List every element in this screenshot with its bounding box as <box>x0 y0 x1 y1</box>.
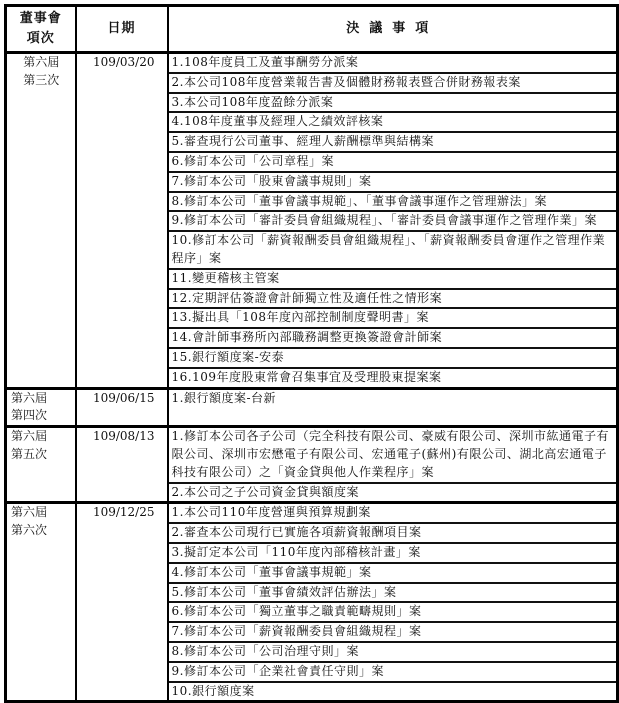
header-resolutions: 決議事項 <box>168 6 618 53</box>
term: 第六屆 <box>11 429 48 444</box>
session-cell <box>6 53 76 389</box>
header-row <box>6 6 618 53</box>
header-date: 日期 <box>76 6 168 53</box>
resolution-item: 13.擬出具「108年度內部控制制度聲明書」案 <box>168 308 618 328</box>
term: 第六屆 <box>23 55 60 69</box>
resolution-item: 11.變更稽核主管案 <box>168 269 618 289</box>
resolution-item: 10.銀行額度案 <box>168 682 618 702</box>
resolution-item: 2.審查本公司現行已實施各項薪資報酬項目案 <box>168 523 618 543</box>
resolution-item: 1.108年度員工及董事酬勞分派案 <box>168 53 618 73</box>
session: 第四次 <box>11 408 48 423</box>
session: 第三次 <box>23 72 60 87</box>
resolution-item: 3.擬訂定本公司「110年度內部稽核計畫」案 <box>168 543 618 563</box>
resolution-item: 2.本公司之子公司資金貸與額度案 <box>168 483 618 503</box>
date-cell: 109/12/25 <box>76 503 168 702</box>
term: 第六屆 <box>11 505 48 520</box>
resolution-item: 1.銀行額度案-台新 <box>168 388 618 427</box>
resolution-item: 14.會計師事務所內部職務調整更換簽證會計師案 <box>168 328 618 348</box>
session-cell <box>6 388 76 427</box>
session: 第五次 <box>11 446 48 461</box>
header-session <box>6 6 76 53</box>
resolution-item: 9.修訂本公司「企業社會責任守則」案 <box>168 662 618 682</box>
date-cell: 109/08/13 <box>76 427 168 503</box>
resolution-item: 1.修訂本公司各子公司（完全科技有限公司、豪威有限公司、深圳市紘通電子有限公司、深圳市宏懋電子有限公司、宏通電子(蘇州)有限公司、湖北高宏通電子科技有限公司）之「資金貸與他人作業程序」案 <box>168 427 618 483</box>
session-cell <box>6 427 76 503</box>
resolution-item: 6.修訂本公司「公司章程」案 <box>168 152 618 172</box>
resolution-item: 7.修訂本公司「股東會議事規則」案 <box>168 172 618 192</box>
resolution-item: 4.修訂本公司「董事會議事規範」案 <box>168 563 618 583</box>
resolution-item: 12.定期評估簽證會計師獨立性及適任性之情形案 <box>168 289 618 309</box>
header-session-line1: 董事會 <box>19 11 62 26</box>
date-cell: 109/03/20 <box>76 53 168 389</box>
resolution-item: 5.修訂本公司「董事會績效評估辦法」案 <box>168 583 618 603</box>
resolution-item: 10.修訂本公司「薪資報酬委員會組織規程」、「薪資報酬委員會運作之管理作業程序」案 <box>168 231 618 269</box>
table-row <box>6 388 618 427</box>
resolution-item: 15.銀行額度案-安泰 <box>168 348 618 368</box>
resolution-item: 1.本公司110年度營運與預算規劃案 <box>168 503 618 523</box>
table-row <box>6 503 618 523</box>
header-session-line2: 項次 <box>26 31 55 46</box>
session: 第六次 <box>11 523 48 538</box>
board-resolutions-table <box>4 4 619 703</box>
resolution-item: 3.本公司108年度盈餘分派案 <box>168 93 618 113</box>
table-row <box>6 53 618 73</box>
resolution-item: 6.修訂本公司「獨立董事之職責範疇規則」案 <box>168 602 618 622</box>
resolution-item: 2.本公司108年度營業報告書及個體財務報表暨合併財務報表案 <box>168 73 618 93</box>
term: 第六屆 <box>11 390 48 405</box>
resolution-item: 9.修訂本公司「審計委員會組織規程」、「審計委員會議事運作之管理作業」案 <box>168 211 618 231</box>
resolution-item: 4.108年度董事及經理人之績效評核案 <box>168 112 618 132</box>
date-cell: 109/06/15 <box>76 388 168 427</box>
resolution-item: 8.修訂本公司「董事會議事規範」、「董事會議事運作之管理辦法」案 <box>168 192 618 212</box>
resolution-item: 16.109年度股東常會召集事宜及受理股東提案案 <box>168 368 618 388</box>
table-row <box>6 427 618 483</box>
session-cell <box>6 503 76 702</box>
resolution-item: 8.修訂本公司「公司治理守則」案 <box>168 642 618 662</box>
resolution-item: 7.修訂本公司「薪資報酬委員會組織規程」案 <box>168 622 618 642</box>
resolution-item: 5.審查現行公司董事、經理人薪酬標準與結構案 <box>168 132 618 152</box>
